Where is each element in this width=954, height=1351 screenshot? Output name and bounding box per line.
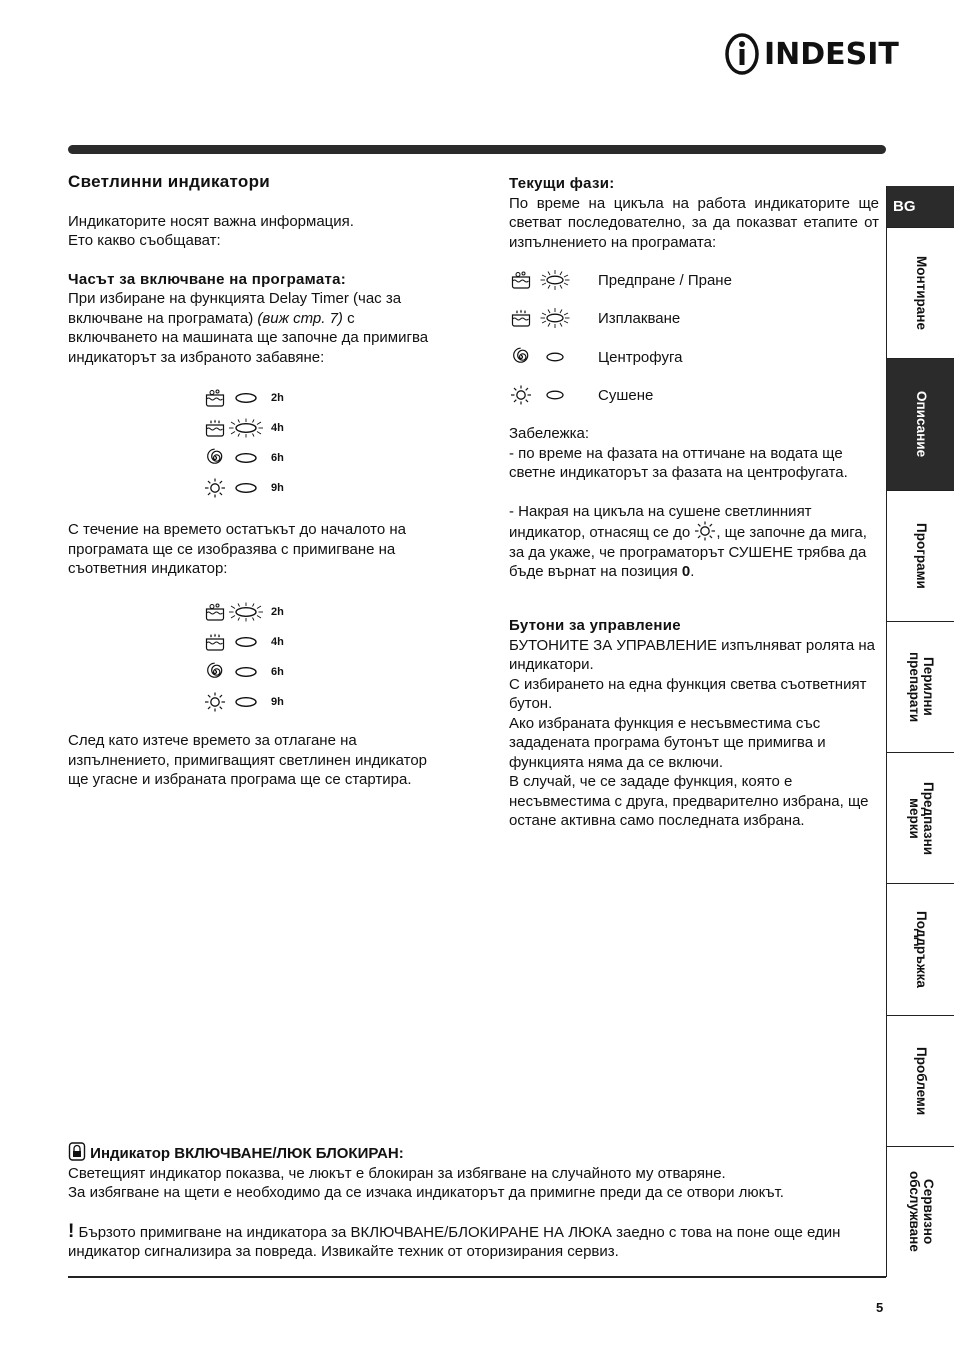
delay-indicator-row — [204, 383, 284, 413]
language-badge: BG — [887, 186, 954, 227]
led-icon — [228, 692, 264, 712]
intro-line-2: Ето какво съобщават: — [68, 232, 221, 249]
sidebar-tab-label: Перилни препарати — [907, 651, 936, 722]
intro-line-1: Индикаторите носят важна информация. — [68, 212, 354, 230]
rinse-icon — [204, 418, 226, 438]
bottom-divider — [68, 1276, 886, 1278]
sidebar-tab-label: Поддръжка — [914, 910, 929, 988]
phases-heading: Текущи фази: — [509, 175, 615, 192]
sidebar-tab-label: Проблеми — [914, 1046, 929, 1115]
end-text: След като изтече времето за отлагане на изпълнението, примигващият светлинен индикатор ще угасне и избраната програма ще се стартира. — [68, 732, 428, 788]
delay-label: 9h — [271, 482, 284, 494]
buttons-block — [509, 616, 879, 831]
phase-row — [509, 344, 682, 370]
indesit-logo-icon — [724, 32, 760, 76]
sun-icon — [204, 692, 226, 712]
lock-icon — [68, 1142, 86, 1161]
note-block — [509, 424, 879, 582]
warning-icon: ! — [68, 1220, 75, 1242]
rinse-icon — [509, 306, 533, 330]
note-2: - Накрая на цикъла на сушене светлинният индикатор, отнасящ се до , ще започне да мига, за да укаже, че програматорът СУШЕНЕ трябва да бъде върнат на позиция 0. — [509, 502, 867, 580]
sidebar-tab-detergents[interactable] — [887, 621, 954, 752]
sidebar-tab-service[interactable] — [887, 1146, 954, 1277]
delay-indicator-row — [204, 627, 284, 657]
delay-label: 6h — [271, 452, 284, 464]
delay-heading: Часът за включване на програмата: — [68, 270, 347, 288]
sidebar-tab-label: Монтиране — [914, 256, 929, 331]
phases-text: По време на цикъла на работа индикаторите ще светват последователно, за да показват етапите от изпълнението на програмата: — [509, 194, 879, 251]
led-icon — [540, 384, 570, 406]
led-icon — [228, 632, 264, 652]
remaining-text: С течение на времето остатъкът до началото на програмата ще се изобразява с примигване на съответния индикатор: — [68, 521, 406, 577]
delay-label: 2h — [271, 606, 284, 618]
sidebar-tab-label: Сервизно обслужване — [907, 1171, 936, 1253]
prewash-icon — [204, 602, 226, 622]
brand-wordmark: INDESIT — [764, 36, 899, 72]
delay-label: 6h — [271, 666, 284, 678]
delay-label: 4h — [271, 422, 284, 434]
delay-indicators-a — [204, 383, 284, 503]
delay-text: При избиране на функцията Delay Timer (час за включване на програмата) (виж стр. 7) с включването на машината ще започне да примигва индикаторът за избраното забавяне: — [68, 290, 429, 366]
led-icon — [228, 388, 264, 408]
buttons-heading: Бутони за управление — [509, 617, 681, 634]
phase-label: Изплакване — [598, 309, 681, 327]
left-column — [68, 172, 438, 367]
sidebar-tab-precautions[interactable] — [887, 752, 954, 883]
buttons-paragraph-4: В случай, че се зададе функция, която е несъвместима с друга, предварително избрана, ще остане активна само последната избрана. — [509, 773, 869, 829]
phase-label: Предпране / Пране — [598, 271, 732, 289]
sidebar-tab-programmes[interactable] — [887, 490, 954, 621]
blinking-led-icon — [228, 602, 264, 622]
bottom-section — [68, 1142, 886, 1262]
delay-indicator-row — [204, 597, 284, 627]
top-divider — [68, 145, 886, 154]
spin-icon — [204, 448, 226, 468]
phase-row — [509, 305, 680, 331]
delay-indicator-row — [204, 473, 284, 503]
led-icon — [540, 346, 570, 368]
delay-indicators-b — [204, 597, 284, 717]
lock-line-1: Светещият индикатор показва, че люкът е блокиран за избягване на случайното му отваряне. — [68, 1164, 726, 1182]
delay-label: 2h — [271, 392, 284, 404]
sidebar-tab-installation[interactable] — [887, 227, 954, 358]
blinking-led-icon — [540, 269, 570, 291]
note-heading: Забележка: — [509, 425, 590, 442]
delay-indicator-row — [204, 443, 284, 473]
sidebar-tab-description[interactable] — [887, 358, 954, 489]
warning: ! Бързото примигване на индикатора за ВКЛЮЧВАНЕ/БЛОКИРАНЕ НА ЛЮКА заедно с това на поне още един индикатор сигнализира за повреда. Извикайте техник от оторизирания сервиз. — [68, 1220, 841, 1260]
rinse-icon — [204, 632, 226, 652]
buttons-paragraph-1: БУТОНИТЕ ЗА УПРАВЛЕНИЕ изпълняват ролята на индикатори. — [509, 636, 875, 673]
right-column-top — [509, 174, 879, 252]
led-icon — [228, 478, 264, 498]
buttons-paragraph-2: С избирането на една функция светва съответният бутон. — [509, 675, 867, 712]
delay-indicator-row — [204, 687, 284, 717]
phase-row — [509, 382, 653, 408]
prewash-icon — [509, 268, 533, 292]
prewash-icon — [204, 388, 226, 408]
page-reference: (виж стр. 7) — [257, 309, 343, 327]
sidebar-tab-troubleshooting[interactable] — [887, 1015, 954, 1146]
sidebar — [886, 186, 954, 1277]
blinking-led-icon — [228, 418, 264, 438]
led-icon — [228, 448, 264, 468]
brand-logo — [724, 32, 899, 76]
led-icon — [228, 662, 264, 682]
sidebar-tab-maintenance[interactable] — [887, 883, 954, 1014]
delay-indicator-row — [204, 413, 284, 443]
sidebar-tab-label: Описание — [914, 391, 929, 458]
sun-icon — [509, 383, 533, 407]
phase-row — [509, 267, 732, 293]
spin-icon — [204, 662, 226, 682]
phase-label: Сушене — [598, 386, 654, 404]
lock-heading: Индикатор ВКЛЮЧВАНЕ/ЛЮК БЛОКИРАН: — [68, 1142, 886, 1164]
delay-label: 4h — [271, 636, 284, 648]
section-title: Светлинни индикатори — [68, 172, 271, 191]
phase-label: Центрофуга — [598, 348, 683, 366]
sidebar-tab-label: Предпазни мерки — [907, 781, 936, 855]
spin-icon — [509, 345, 533, 369]
blinking-led-icon — [540, 307, 570, 329]
note-1: - по време на фазата на оттичане на водата ще светне индикаторът за фазата на центрофугата. — [509, 444, 848, 481]
lock-line-2: За избягване на щети е необходимо да се изчака индикаторът да примигне преди да се отвори люкът. — [68, 1184, 784, 1201]
delay-indicator-row — [204, 657, 284, 687]
page-number: 5 — [876, 1300, 884, 1315]
sun-icon — [204, 478, 226, 498]
sun-icon — [694, 521, 716, 541]
delay-label: 9h — [271, 696, 284, 708]
sidebar-tab-label: Програми — [914, 522, 929, 589]
buttons-paragraph-3: Ако избраната функция е несъвместима със зададената програма бутонът ще примигва и функцията няма да се включи. — [509, 714, 826, 771]
